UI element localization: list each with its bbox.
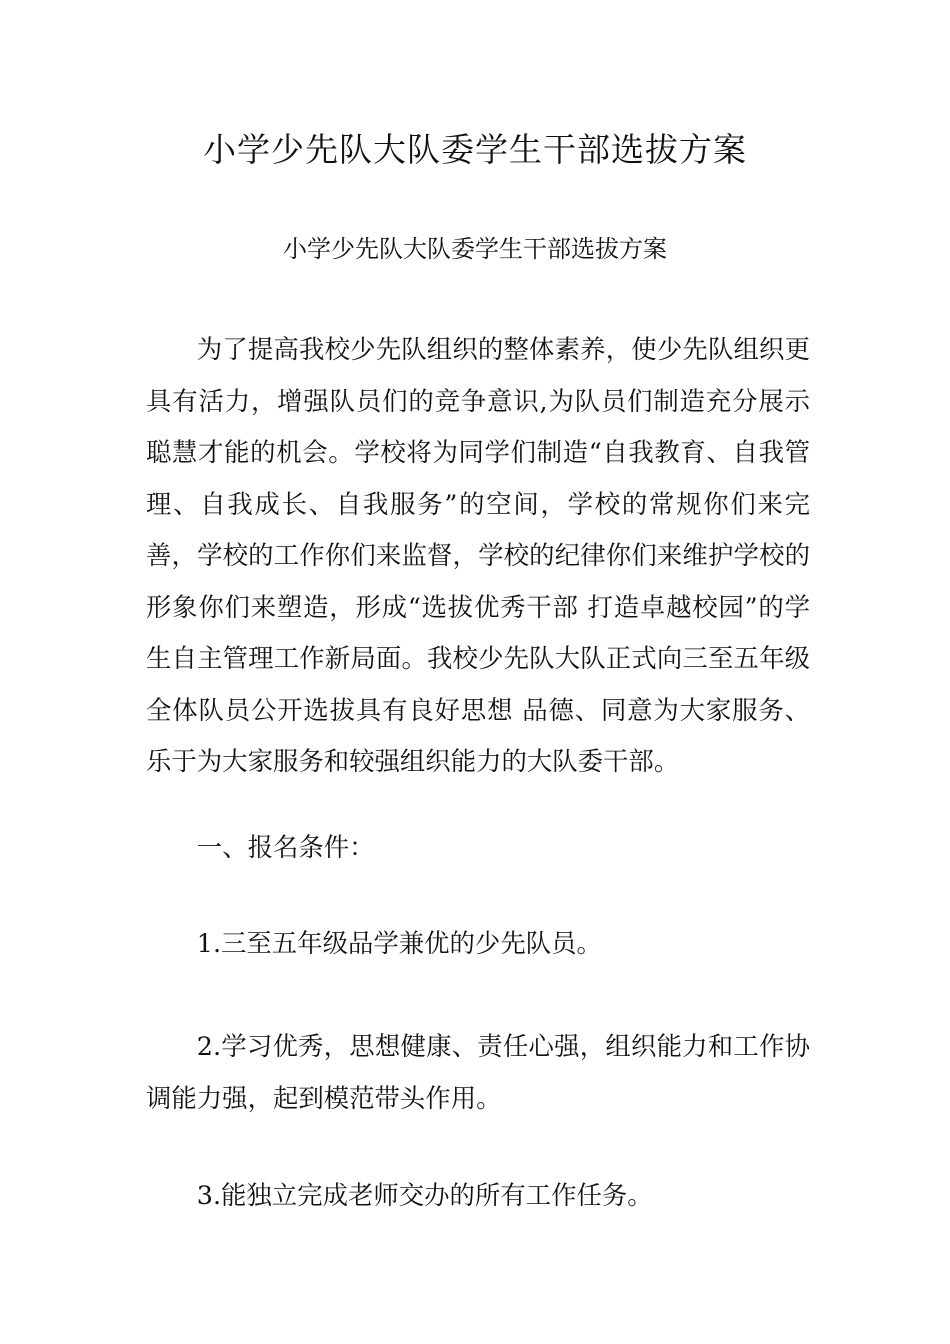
section-heading-registration: 一、报名条件： xyxy=(196,832,375,862)
condition-item-2: 2.学习优秀，思想健康、责任心强，组织能力和工作协调能力强，起到模范带头作用。 xyxy=(146,1031,810,1113)
intro-paragraph: 为了提高我校少先队组织的整体素养，使少先队组织更具有活力，增强队员们的竞争意识,为队员们制造充分展示聪慧才能的机会。学校将为同学们制造“自我教育、自我管理、自我成长、自我服务”的空间，学校的常规你们来完善，学校的工作你们来监督，学校的纪律你们来维护学校的形象你们来塑造，形成“选拔优秀干部 打造卓越校园”的学生自主管理工作新局面。我校少先队大队正式向三至五年级全体队员公开选拔具有良好思想 品德、同意为大家服务、乐于为大家服务和较强组织能力的大队委干部。 xyxy=(146,334,810,776)
document-subtitle: 小学少先队大队委学生干部选拔方案 xyxy=(283,235,667,263)
condition-item-1: 1.三至五年级品学兼优的少先队员。 xyxy=(196,928,602,958)
condition-item-3: 3.能独立完成老师交办的所有工作任务。 xyxy=(196,1180,653,1210)
document-title: 小学少先队大队委学生干部选拔方案 xyxy=(203,130,747,169)
